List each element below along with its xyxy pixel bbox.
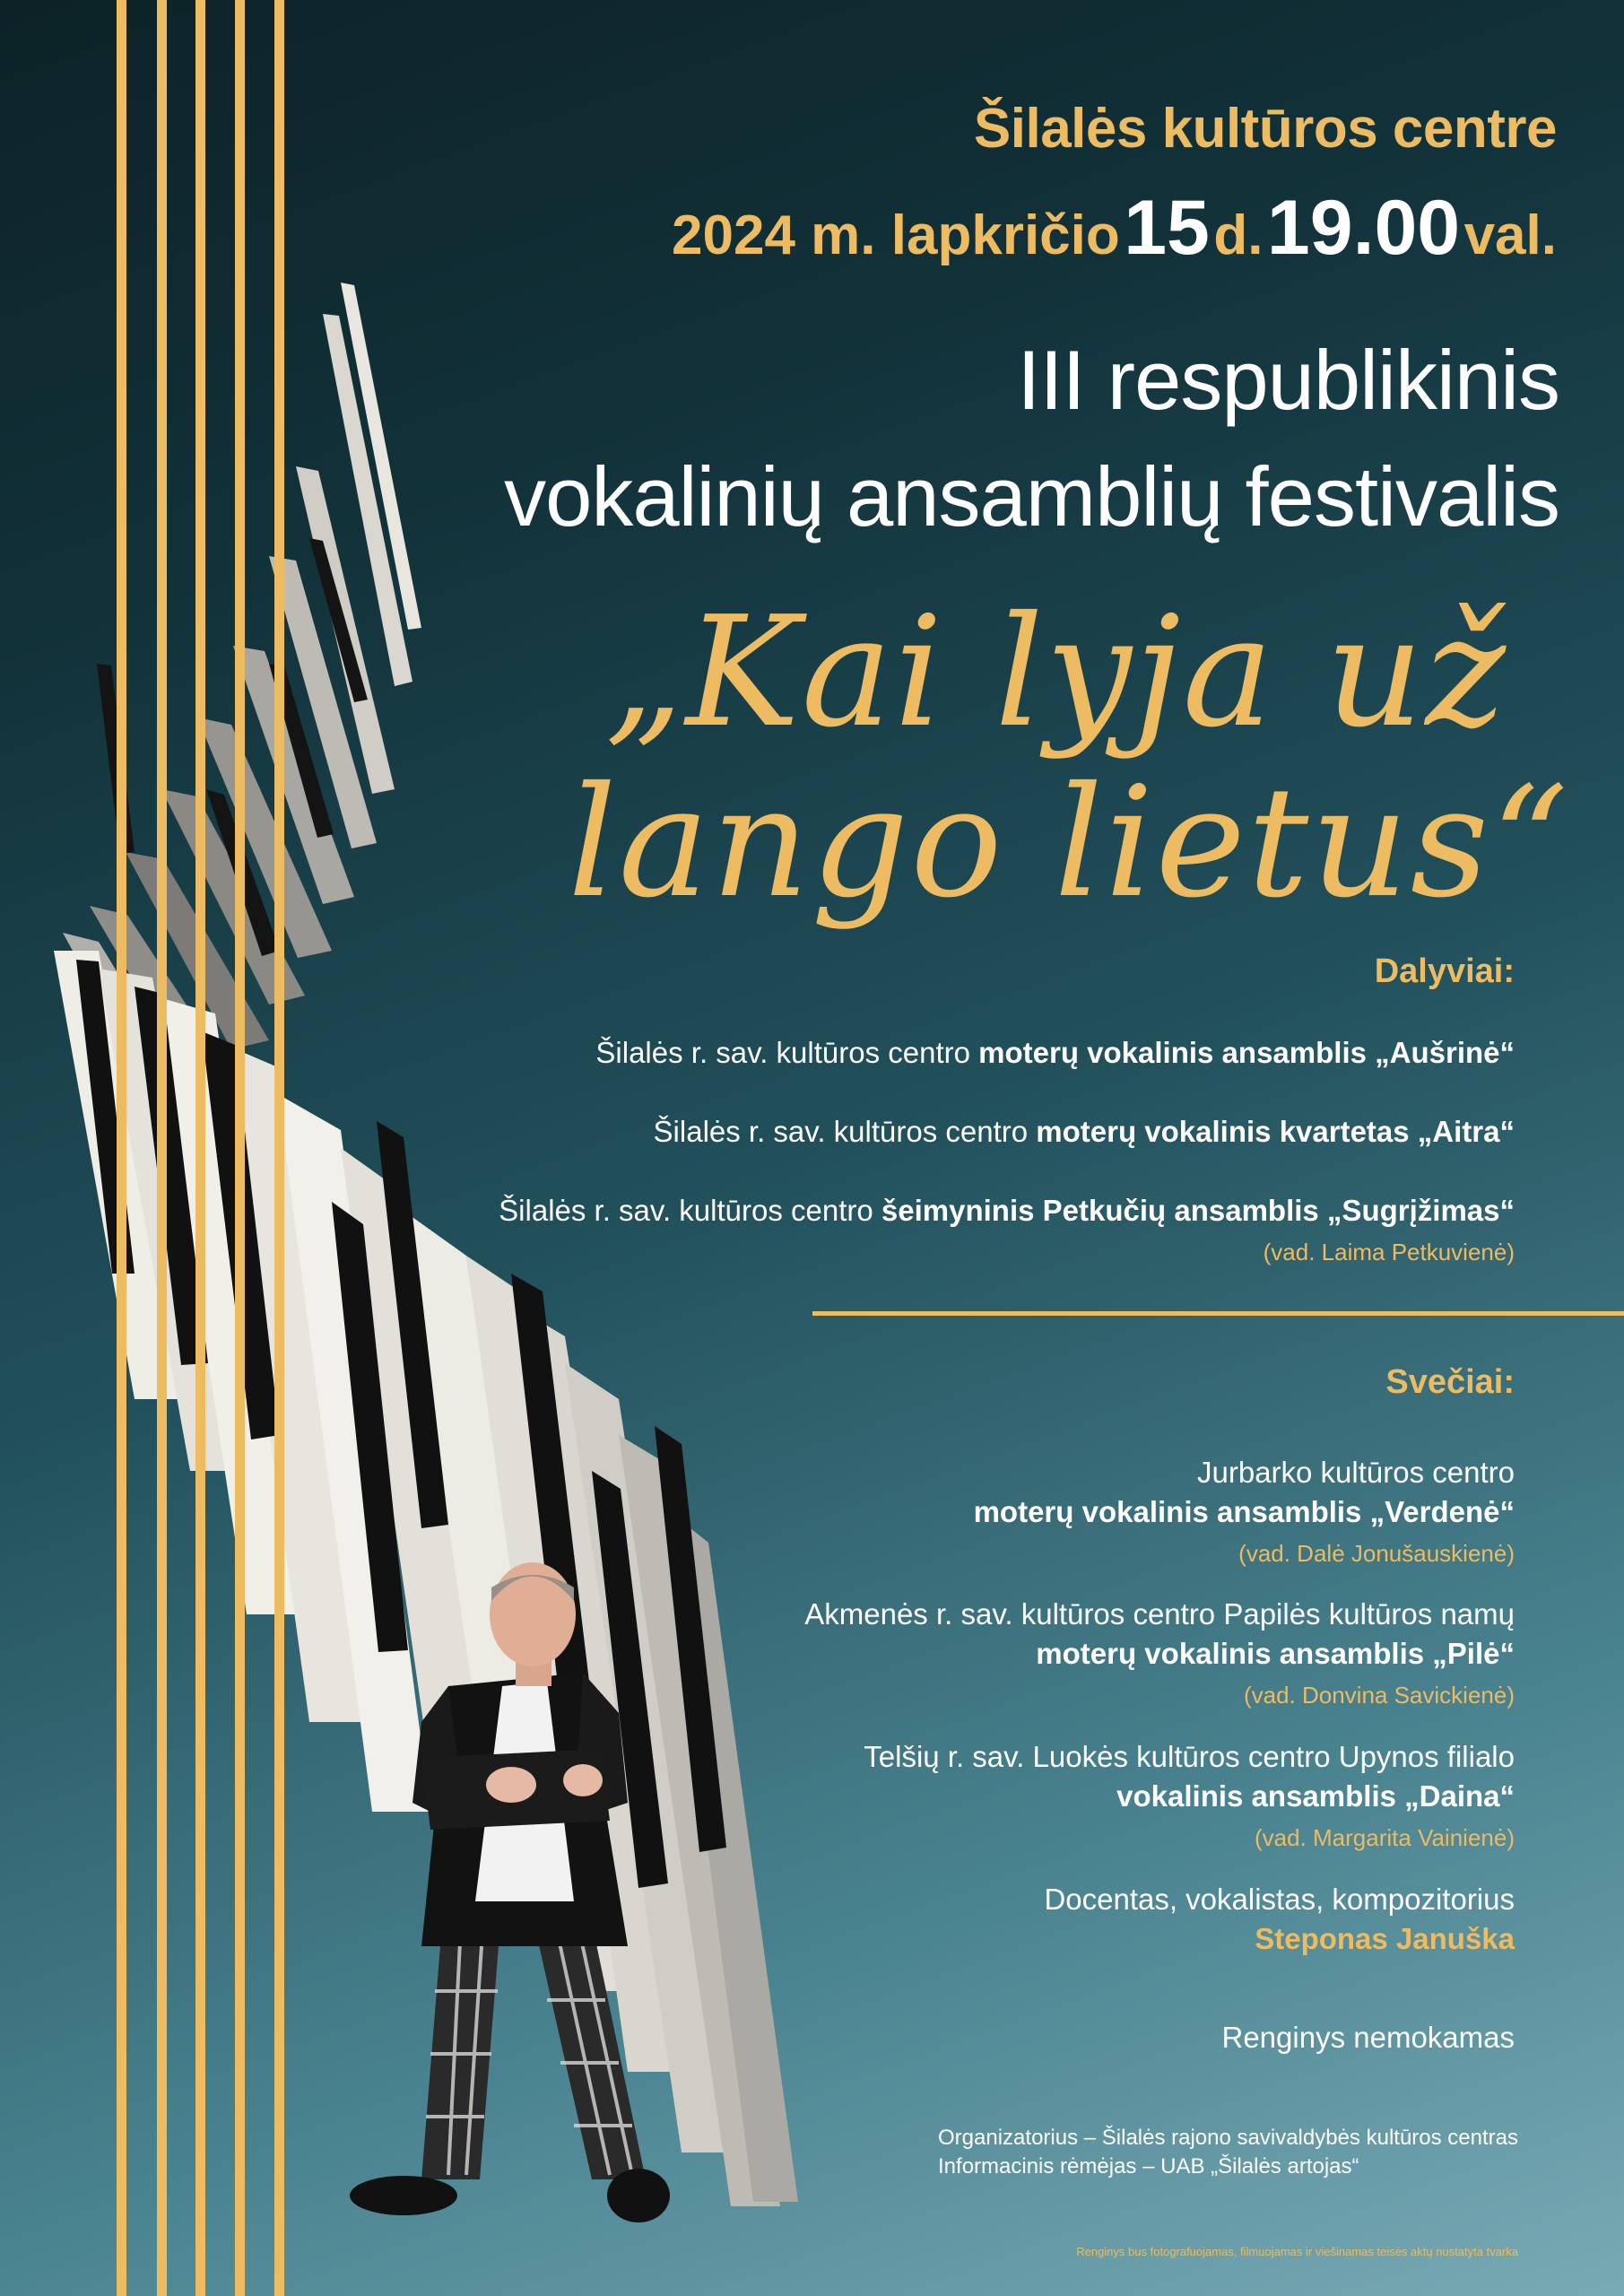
venue: Šilalės kultūros centre <box>973 98 1557 160</box>
small-print: Renginys bus fotografuojamas, filmuojamas ir viešinamas teisės aktų nustatyta tvarka <box>1076 2245 1518 2258</box>
title-line-2: vokalinių ansamblių festivalis <box>504 449 1559 544</box>
time-unit: val. <box>1463 204 1557 266</box>
participant-org: Šilalės r. sav. kultūros centro <box>595 1036 979 1069</box>
sponsor-line: Informacinis rėmėjas – UAB „Šilalės artojas“ <box>938 2154 1359 2179</box>
participant-org: Šilalės r. sav. kultūros centro <box>499 1194 881 1227</box>
guest-item <box>974 1453 1515 1571</box>
participant-name: šeimyninis Petkučių ansamblis „Sugrįžimas“ <box>881 1194 1515 1227</box>
title-line-1: III respublikinis <box>1017 333 1559 427</box>
credits <box>938 2124 1518 2181</box>
guest-ensemble: moterų vokalinis ansamblis „Pilė“ <box>1036 1637 1515 1670</box>
festival-name-line-2: lango lietus“ <box>568 754 1570 932</box>
date-year-month: 2024 m. lapkričio <box>672 204 1120 266</box>
guest-leader: (vad. Donvina Savickienė) <box>1243 1682 1515 1709</box>
participant-name: moterų vokalinis kvartetas „Aitra“ <box>1036 1115 1515 1148</box>
date-day-suffix: d. <box>1213 204 1264 266</box>
participant-leader: (vad. Laima Petkuvienė) <box>1263 1239 1515 1265</box>
special-guest <box>1044 1880 1515 1959</box>
guest-leader: (vad. Margarita Vainienė) <box>1255 1824 1515 1851</box>
participants-heading: Dalyviai: <box>1374 952 1515 990</box>
participant-item <box>595 1033 1515 1073</box>
event-time: 19.00 <box>1266 185 1461 271</box>
section-divider <box>812 1311 1624 1316</box>
free-entry-note: Renginys nemokamas <box>1221 2021 1515 2054</box>
participant-item <box>499 1191 1515 1270</box>
guest-org: Jurbarko kultūros centro <box>1197 1456 1515 1489</box>
guest-ensemble: vokalinis ansamblis „Daina“ <box>1116 1779 1515 1813</box>
special-guest-role: Docentas, vokalistas, kompozitorius <box>1044 1883 1515 1916</box>
special-guest-name: Steponas Januška <box>1255 1922 1515 1955</box>
guest-ensemble: moterų vokalinis ansamblis „Verdenė“ <box>973 1495 1515 1528</box>
guests-heading: Svečiai: <box>1385 1363 1515 1401</box>
participant-name: moterų vokalinis ansamblis „Aušrinė“ <box>978 1036 1515 1069</box>
participant-org: Šilalės r. sav. kultūros centro <box>653 1115 1037 1148</box>
guest-leader: (vad. Dalė Jonušauskienė) <box>1238 1540 1515 1567</box>
event-date-time <box>672 184 1557 273</box>
guest-org: Akmenės r. sav. kultūros centro Papilės kultūros namų <box>804 1597 1515 1631</box>
guest-item <box>804 1595 1515 1713</box>
festival-name-line-1: „Kai lyja už <box>604 584 1507 761</box>
guest-item <box>864 1737 1515 1856</box>
guest-org: Telšių r. sav. Luokės kultūros centro Upynos filialo <box>864 1740 1515 1773</box>
organizer-line: Organizatorius – Šilalės rajono savivaldybės kultūros centras <box>938 2126 1518 2150</box>
date-day: 15 <box>1124 185 1210 271</box>
participant-item <box>654 1112 1515 1152</box>
